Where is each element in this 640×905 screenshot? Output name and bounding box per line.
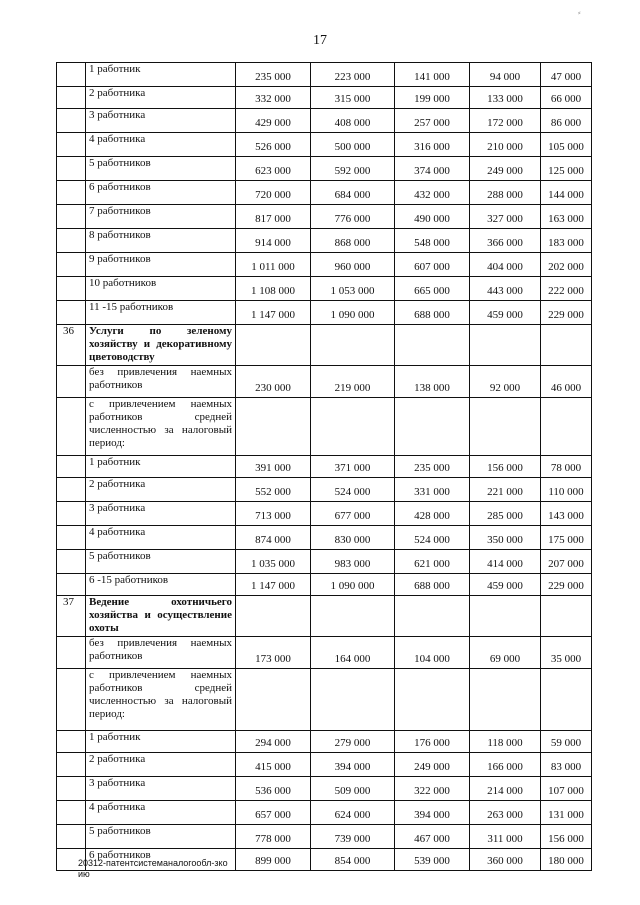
value-cell: 316 000	[395, 133, 470, 157]
value-cell	[395, 596, 470, 637]
value-cell: 107 000	[541, 777, 592, 801]
row-number-cell	[57, 502, 86, 526]
value-cell	[236, 325, 311, 366]
value-cell: 249 000	[395, 753, 470, 777]
value-cell: 35 000	[541, 637, 592, 669]
value-cell	[541, 669, 592, 731]
table-row	[57, 181, 592, 205]
row-number-cell	[57, 229, 86, 253]
description-cell: 4 работника	[86, 133, 236, 157]
value-cell: 394 000	[311, 753, 395, 777]
value-cell	[470, 596, 541, 637]
value-cell: 263 000	[470, 801, 541, 825]
value-cell: 173 000	[236, 637, 311, 669]
value-cell: 156 000	[541, 825, 592, 849]
value-cell: 83 000	[541, 753, 592, 777]
value-cell: 46 000	[541, 366, 592, 398]
value-cell: 47 000	[541, 63, 592, 87]
row-number-cell	[57, 731, 86, 753]
corner-mark: ⸗	[578, 8, 581, 17]
table-row	[57, 478, 592, 502]
description-cell: с привлечением наемных работников средней численностью за налоговый период:	[86, 669, 236, 731]
description-cell: Услуги по зеленому хозяйству и декоративному цветоводству	[86, 325, 236, 366]
value-cell: 688 000	[395, 574, 470, 596]
value-cell: 180 000	[541, 849, 592, 871]
value-cell	[236, 596, 311, 637]
table-row	[57, 63, 592, 87]
value-cell: 214 000	[470, 777, 541, 801]
value-cell: 868 000	[311, 229, 395, 253]
row-number-cell	[57, 366, 86, 398]
value-cell: 223 000	[311, 63, 395, 87]
value-cell: 210 000	[470, 133, 541, 157]
value-cell: 592 000	[311, 157, 395, 181]
value-cell: 1 035 000	[236, 550, 311, 574]
value-cell	[395, 669, 470, 731]
value-cell: 322 000	[395, 777, 470, 801]
row-number-cell	[57, 87, 86, 109]
value-cell: 414 000	[470, 550, 541, 574]
description-cell: 11 -15 работников	[86, 301, 236, 325]
description-cell: 3 работника	[86, 502, 236, 526]
row-number-cell	[57, 133, 86, 157]
value-cell: 429 000	[236, 109, 311, 133]
description-cell: 7 работников	[86, 205, 236, 229]
row-number-cell	[57, 109, 86, 133]
value-cell	[311, 669, 395, 731]
row-number-cell	[57, 777, 86, 801]
value-cell: 371 000	[311, 456, 395, 478]
value-cell: 1 147 000	[236, 574, 311, 596]
description-cell: 2 работника	[86, 753, 236, 777]
description-cell: 3 работника	[86, 109, 236, 133]
value-cell: 665 000	[395, 277, 470, 301]
table-row	[57, 502, 592, 526]
value-cell	[541, 398, 592, 456]
value-cell: 288 000	[470, 181, 541, 205]
value-cell: 221 000	[470, 478, 541, 502]
value-cell: 623 000	[236, 157, 311, 181]
table-body	[57, 63, 592, 871]
row-number-cell	[57, 63, 86, 87]
value-cell	[311, 596, 395, 637]
value-cell	[236, 669, 311, 731]
value-cell: 138 000	[395, 366, 470, 398]
table-row	[57, 801, 592, 825]
value-cell: 172 000	[470, 109, 541, 133]
table-row	[57, 366, 592, 398]
table-row	[57, 157, 592, 181]
table-row	[57, 777, 592, 801]
tax-rates-table	[56, 62, 592, 871]
table-row	[57, 87, 592, 109]
row-number-cell	[57, 669, 86, 731]
value-cell: 104 000	[395, 637, 470, 669]
row-number-cell	[57, 753, 86, 777]
value-cell: 874 000	[236, 526, 311, 550]
value-cell: 1 011 000	[236, 253, 311, 277]
page-number: 17	[313, 33, 327, 48]
value-cell: 739 000	[311, 825, 395, 849]
value-cell: 230 000	[236, 366, 311, 398]
row-number-cell	[57, 181, 86, 205]
row-number-cell	[57, 253, 86, 277]
value-cell: 374 000	[395, 157, 470, 181]
table-row	[57, 731, 592, 753]
table-row	[57, 574, 592, 596]
description-cell: 5 работников	[86, 157, 236, 181]
value-cell: 432 000	[395, 181, 470, 205]
value-cell: 144 000	[541, 181, 592, 205]
table-row	[57, 205, 592, 229]
value-cell: 249 000	[470, 157, 541, 181]
table-row	[57, 526, 592, 550]
value-cell: 548 000	[395, 229, 470, 253]
value-cell: 331 000	[395, 478, 470, 502]
table-row	[57, 277, 592, 301]
row-number-cell: 37	[57, 596, 86, 637]
value-cell: 720 000	[236, 181, 311, 205]
value-cell: 467 000	[395, 825, 470, 849]
value-cell: 607 000	[395, 253, 470, 277]
value-cell: 219 000	[311, 366, 395, 398]
value-cell: 133 000	[470, 87, 541, 109]
table-row	[57, 253, 592, 277]
value-cell: 459 000	[470, 574, 541, 596]
value-cell: 311 000	[470, 825, 541, 849]
value-cell: 164 000	[311, 637, 395, 669]
value-cell: 459 000	[470, 301, 541, 325]
value-cell: 509 000	[311, 777, 395, 801]
table-row	[57, 825, 592, 849]
value-cell: 536 000	[236, 777, 311, 801]
value-cell: 415 000	[236, 753, 311, 777]
value-cell: 360 000	[470, 849, 541, 871]
value-cell: 183 000	[541, 229, 592, 253]
value-cell: 92 000	[470, 366, 541, 398]
value-cell: 443 000	[470, 277, 541, 301]
table-row	[57, 550, 592, 574]
value-cell: 131 000	[541, 801, 592, 825]
description-cell: 6 работников	[86, 849, 236, 871]
value-cell: 391 000	[236, 456, 311, 478]
row-number-cell	[57, 301, 86, 325]
value-cell: 229 000	[541, 301, 592, 325]
value-cell: 176 000	[395, 731, 470, 753]
row-number-cell	[57, 825, 86, 849]
value-cell: 428 000	[395, 502, 470, 526]
value-cell: 408 000	[311, 109, 395, 133]
row-number-cell	[57, 277, 86, 301]
value-cell: 315 000	[311, 87, 395, 109]
row-number-cell	[57, 478, 86, 502]
table-row	[57, 637, 592, 669]
value-cell: 539 000	[395, 849, 470, 871]
value-cell: 350 000	[470, 526, 541, 550]
row-number-cell	[57, 574, 86, 596]
value-cell: 199 000	[395, 87, 470, 109]
table-row	[57, 301, 592, 325]
value-cell	[395, 398, 470, 456]
table-row	[57, 133, 592, 157]
section-row	[57, 596, 592, 637]
value-cell	[470, 325, 541, 366]
row-number-cell	[57, 205, 86, 229]
value-cell: 914 000	[236, 229, 311, 253]
value-cell: 66 000	[541, 87, 592, 109]
value-cell: 59 000	[541, 731, 592, 753]
value-cell: 332 000	[236, 87, 311, 109]
description-cell: 3 работника	[86, 777, 236, 801]
value-cell: 125 000	[541, 157, 592, 181]
value-cell: 776 000	[311, 205, 395, 229]
value-cell: 817 000	[236, 205, 311, 229]
value-cell: 688 000	[395, 301, 470, 325]
description-cell: 5 работников	[86, 825, 236, 849]
value-cell: 118 000	[470, 731, 541, 753]
value-cell: 526 000	[236, 133, 311, 157]
value-cell: 1 090 000	[311, 301, 395, 325]
value-cell: 222 000	[541, 277, 592, 301]
value-cell: 69 000	[470, 637, 541, 669]
value-cell: 1 108 000	[236, 277, 311, 301]
value-cell: 86 000	[541, 109, 592, 133]
row-number-cell	[57, 637, 86, 669]
value-cell: 524 000	[311, 478, 395, 502]
value-cell	[236, 398, 311, 456]
description-cell: 1 работник	[86, 731, 236, 753]
table-row	[57, 398, 592, 456]
value-cell: 677 000	[311, 502, 395, 526]
value-cell: 327 000	[470, 205, 541, 229]
value-cell: 141 000	[395, 63, 470, 87]
value-cell	[470, 669, 541, 731]
value-cell: 404 000	[470, 253, 541, 277]
value-cell: 366 000	[470, 229, 541, 253]
value-cell: 110 000	[541, 478, 592, 502]
value-cell: 105 000	[541, 133, 592, 157]
value-cell	[541, 325, 592, 366]
description-cell: 10 работников	[86, 277, 236, 301]
value-cell: 175 000	[541, 526, 592, 550]
description-cell: 2 работника	[86, 478, 236, 502]
value-cell	[311, 398, 395, 456]
value-cell: 552 000	[236, 478, 311, 502]
description-cell: 8 работников	[86, 229, 236, 253]
value-cell: 684 000	[311, 181, 395, 205]
row-number-cell	[57, 526, 86, 550]
table-row	[57, 669, 592, 731]
value-cell: 830 000	[311, 526, 395, 550]
value-cell: 657 000	[236, 801, 311, 825]
value-cell: 899 000	[236, 849, 311, 871]
description-cell: 4 работника	[86, 801, 236, 825]
row-number-cell	[57, 398, 86, 456]
value-cell	[311, 325, 395, 366]
value-cell: 983 000	[311, 550, 395, 574]
description-cell: 2 работника	[86, 87, 236, 109]
row-number-cell: 36	[57, 325, 86, 366]
row-number-cell	[57, 456, 86, 478]
footer-line: 20312-патентсистеманалогообл-зко	[78, 858, 228, 868]
description-cell: без привлечения наемных работников	[86, 637, 236, 669]
row-number-cell	[57, 157, 86, 181]
value-cell	[395, 325, 470, 366]
value-cell: 202 000	[541, 253, 592, 277]
value-cell: 960 000	[311, 253, 395, 277]
value-cell: 394 000	[395, 801, 470, 825]
table-row	[57, 753, 592, 777]
value-cell: 294 000	[236, 731, 311, 753]
row-number-cell	[57, 550, 86, 574]
description-cell: 5 работников	[86, 550, 236, 574]
description-cell: 4 работника	[86, 526, 236, 550]
value-cell	[541, 596, 592, 637]
description-cell: Ведение охотничьего хозяйства и осуществление охоты	[86, 596, 236, 637]
description-cell: 6 -15 работников	[86, 574, 236, 596]
value-cell: 94 000	[470, 63, 541, 87]
description-cell: 6 работников	[86, 181, 236, 205]
value-cell: 235 000	[395, 456, 470, 478]
value-cell: 713 000	[236, 502, 311, 526]
description-cell: 1 работник	[86, 63, 236, 87]
row-number-cell	[57, 801, 86, 825]
description-cell: с привлечением наемных работников средней численностью за налоговый период:	[86, 398, 236, 456]
table-row	[57, 229, 592, 253]
value-cell: 257 000	[395, 109, 470, 133]
value-cell: 854 000	[311, 849, 395, 871]
description-cell: без привлечения наемных работников	[86, 366, 236, 398]
value-cell: 1 090 000	[311, 574, 395, 596]
value-cell: 624 000	[311, 801, 395, 825]
value-cell: 143 000	[541, 502, 592, 526]
value-cell: 500 000	[311, 133, 395, 157]
value-cell	[470, 398, 541, 456]
value-cell: 279 000	[311, 731, 395, 753]
value-cell: 78 000	[541, 456, 592, 478]
value-cell: 166 000	[470, 753, 541, 777]
table-row	[57, 456, 592, 478]
value-cell: 621 000	[395, 550, 470, 574]
description-cell: 1 работник	[86, 456, 236, 478]
value-cell: 235 000	[236, 63, 311, 87]
value-cell: 778 000	[236, 825, 311, 849]
value-cell: 490 000	[395, 205, 470, 229]
footer-line: ию	[78, 869, 90, 879]
value-cell: 229 000	[541, 574, 592, 596]
value-cell: 1 053 000	[311, 277, 395, 301]
description-cell: 9 работников	[86, 253, 236, 277]
section-row	[57, 325, 592, 366]
value-cell: 524 000	[395, 526, 470, 550]
value-cell: 1 147 000	[236, 301, 311, 325]
value-cell: 156 000	[470, 456, 541, 478]
table-row	[57, 109, 592, 133]
value-cell: 285 000	[470, 502, 541, 526]
value-cell: 163 000	[541, 205, 592, 229]
footer-filename	[78, 858, 278, 880]
value-cell: 207 000	[541, 550, 592, 574]
